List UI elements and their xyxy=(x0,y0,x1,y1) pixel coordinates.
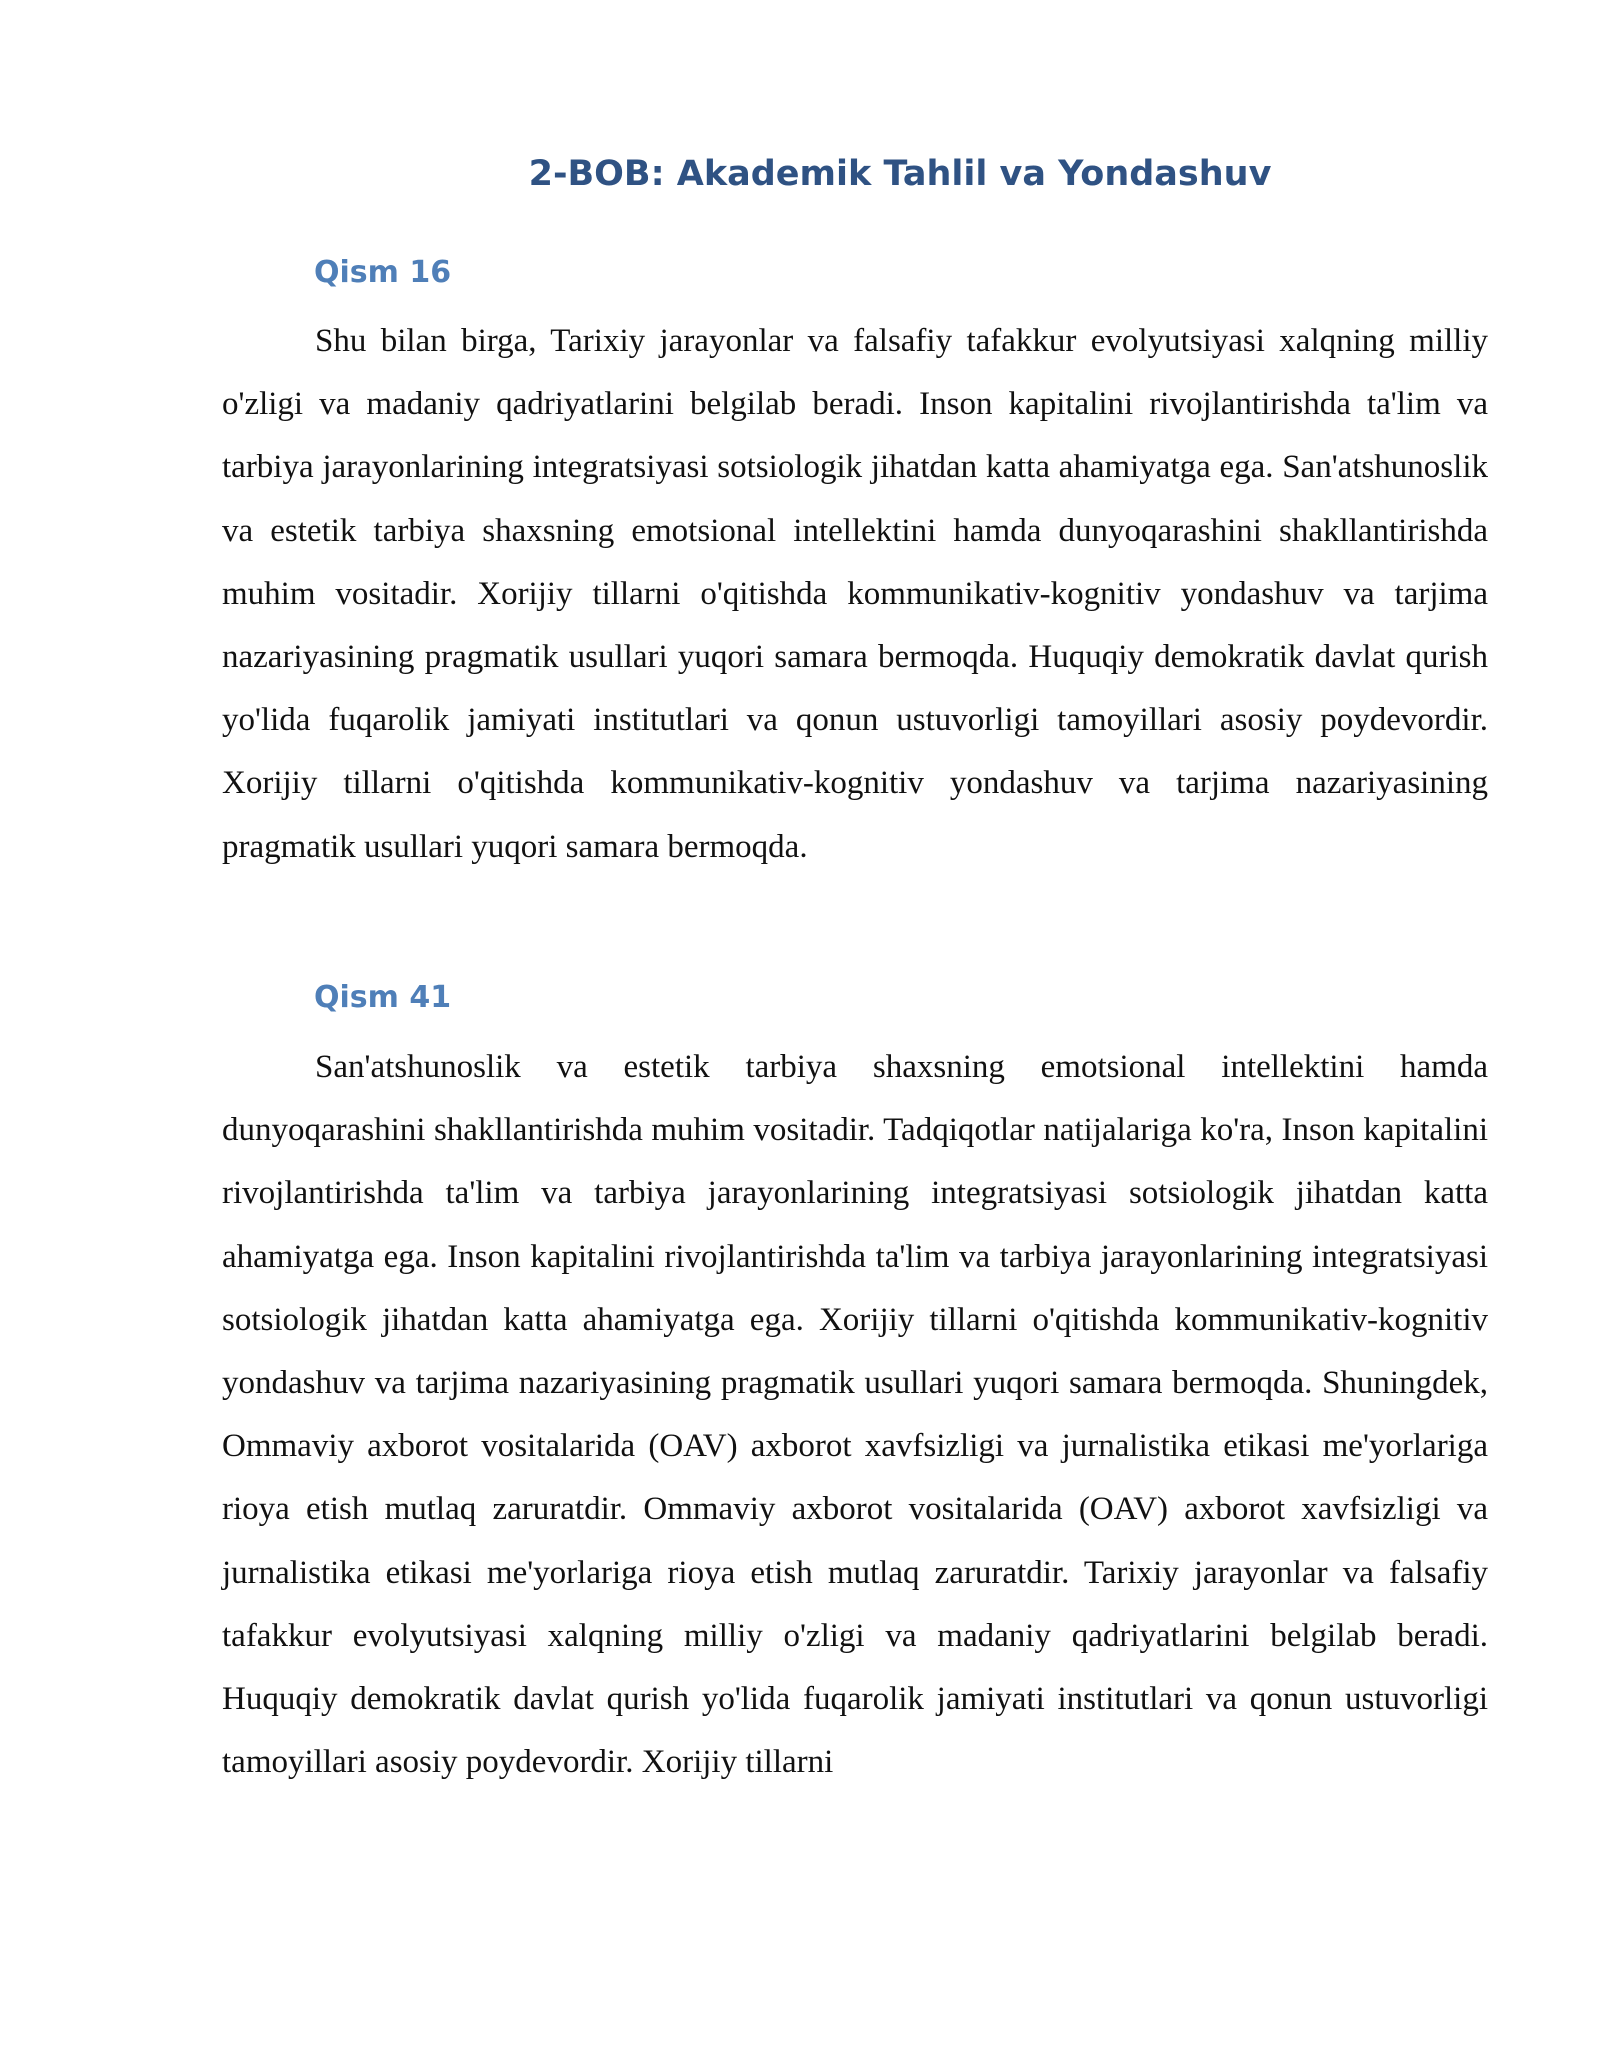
chapter-title: 2-BOB: Akademik Tahlil va Yondashuv xyxy=(528,154,1272,194)
section-heading: Qism 16 xyxy=(314,255,452,290)
section-paragraph: San'atshunoslik va estetik tarbiya shaxsning emotsional intellektini hamda dunyoqarashini shakllantirishda muhim vositadir. Tadqiqotlar natijalariga ko'ra, Inson kapitalini rivojlantirishda ta'lim va tarbiya jarayonlarining integratsiyasi sotsiologik jihatdan katta ahamiyatga ega. Inson kapitalini rivojlantirishda ta'lim va tarbiya jarayonlarining integratsiyasi sotsiologik jihatdan katta ahamiyatga ega. Xorijiy tillarni o'qitishda kommunikativ-kognitiv yondashuv va tarjima nazariyasining pragmatik usullari yuqori samara bermoqda. Shuningdek, Ommaviy axborot vositalarida (OAV) axborot xavfsizligi va jurnalistika etikasi me'yorlariga rioya etish mutlaq zaruratdir. Ommaviy axborot vositalarida (OAV) axborot xavfsizligi va jurnalistika etikasi me'yorlariga rioya etish mutlaq zaruratdir. Tarixiy jarayonlar va falsafiy tafakkur evolyutsiyasi xalqning milliy o'zligi va madaniy qadriyatlarini belgilab beradi. Huquqiy demokratik davlat qurish yo'lida fuqarolik jamiyati institutlari va qonun ustuvorligi tamoyillari asosiy poydevordir. Xorijiy tillarni xyxy=(222,1049,1488,1781)
section-paragraph: Shu bilan birga, Tarixiy jarayonlar va falsafiy tafakkur evolyutsiyasi xalqning milliy o'zligi va madaniy qadriyatlarini belgilab beradi. Inson kapitalini rivojlantirishda ta'lim va tarbiya jarayonlarining integratsiyasi sotsiologik jihatdan katta ahamiyatga ega. San'atshunoslik va estetik tarbiya shaxsning emotsional intellektini hamda dunyoqarashini shakllantirishda muhim vositadir. Xorijiy tillarni o'qitishda kommunikativ-kognitiv yondashuv va tarjima nazariyasining pragmatik usullari yuqori samara bermoqda. Huquqiy demokratik davlat qurish yo'lida fuqarolik jamiyati institutlari va qonun ustuvorligi tamoyillari asosiy poydevordir. Xorijiy tillarni o'qitishda kommunikativ-kognitiv yondashuv va tarjima nazariyasining pragmatik usullari yuqori samara bermoqda. xyxy=(222,323,1488,865)
section-heading: Qism 41 xyxy=(314,980,452,1015)
